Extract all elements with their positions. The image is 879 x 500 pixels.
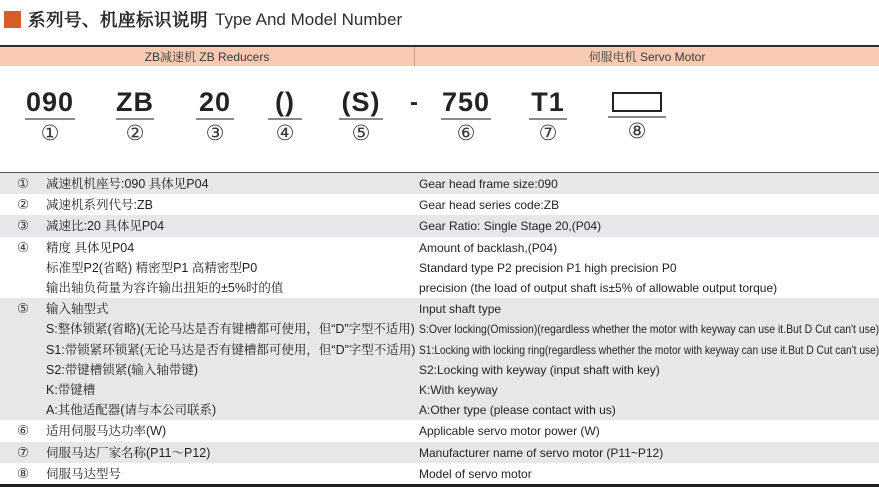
blank-box [612, 92, 662, 112]
text-line: S2:带键槽锁紧(输入轴带键) [46, 362, 199, 377]
text-line: A:其他适配器(请与本公司联系) [46, 403, 217, 418]
row-circled-number: ⑥ [16, 423, 30, 439]
model-part-circled-number: ③ [205, 122, 225, 145]
text-line: S1:Locking with locking ring(regardless whether the motor with keyway can use it.But D Cut can't use) [419, 342, 879, 357]
header-zb-reducers: ZB减速机 ZB Reducers [0, 47, 415, 66]
row-description-zh [46, 216, 415, 236]
model-part-circled-number: ⑤ [351, 122, 371, 145]
table-row [0, 215, 879, 236]
model-part-circled-number: ④ [275, 122, 295, 145]
table-row [0, 237, 879, 299]
row-circled-number: ③ [16, 218, 30, 234]
text-line: Applicable servo motor power (W) [419, 424, 600, 439]
model-part-underline [441, 118, 491, 120]
model-part-underline [339, 118, 383, 120]
model-part-code: T1 [531, 87, 565, 117]
model-separator: - [410, 89, 418, 116]
row-circled-number: ⑤ [16, 301, 30, 317]
model-part-circled-number: ① [40, 122, 60, 145]
table-row [0, 194, 879, 215]
text-line: 适用伺服马达功率(W) [46, 424, 167, 439]
row-description-en [415, 443, 879, 463]
section-title [4, 7, 402, 32]
table-row [0, 420, 879, 441]
text-line: 伺服马达厂家名称(P11～P12) [46, 445, 211, 460]
text-line: 减速机系列代号:ZB [46, 198, 153, 213]
row-description-en [415, 195, 879, 215]
row-circled-number: ② [16, 197, 30, 213]
row-description-zh [46, 174, 415, 194]
row-description-en [415, 174, 879, 194]
table-row [0, 463, 879, 484]
model-part [25, 88, 75, 145]
model-part-underline [529, 118, 567, 120]
text-line: 减速机机座号:090 具体见P04 [46, 177, 209, 191]
model-part [441, 88, 491, 145]
text-line: K:With keyway [419, 383, 498, 398]
text-line: A:Other type (please contact with us) [419, 403, 616, 418]
text-line: Input shaft type [419, 302, 502, 317]
row-description-en [415, 238, 879, 299]
page-title-en: Type And Model Number [215, 9, 403, 29]
model-part-code: () [275, 87, 295, 117]
text-line: 精度 具体见P04 [46, 240, 135, 255]
header-servo-motor: 伺服电机 Servo Motor [588, 50, 706, 64]
model-part-code: 090 [25, 87, 75, 117]
row-circled-number: ⑦ [16, 444, 30, 460]
model-part-code: (S) [341, 87, 381, 117]
text-line: S:整体锁紧(省略)(无论马达是否有键槽都可使用，但“D”字型不适用) [46, 322, 415, 337]
row-description-en [415, 216, 879, 236]
row-circled-number: ⑧ [16, 465, 30, 481]
row-description-en [415, 421, 879, 441]
row-description-zh [46, 238, 415, 299]
model-part-underline [268, 118, 302, 120]
text-line: 输入轴型式 [46, 302, 109, 317]
text-line: Model of servo motor [419, 466, 532, 481]
row-description-zh [46, 299, 415, 420]
page-title-zh: 系列号、机座标识说明 [28, 10, 208, 30]
model-part-circled-number: ⑥ [456, 122, 476, 145]
model-part [608, 88, 666, 143]
row-description-en [415, 299, 879, 420]
text-line: Gear head frame size:090 [419, 177, 558, 191]
row-description-zh [46, 421, 415, 441]
model-part-underline [196, 118, 234, 120]
spec-table [0, 172, 879, 487]
table-row [0, 173, 879, 194]
model-part-code: 20 [198, 87, 232, 117]
row-description-en [415, 464, 879, 484]
model-part-underline [608, 116, 666, 118]
text-line: S:Over locking(Omission)(regardless whether the motor with keyway can use it.But D Cut can't use) [419, 322, 879, 337]
model-part [268, 88, 302, 145]
model-part [196, 88, 234, 145]
column-header-bar [0, 45, 879, 66]
text-line: Manufacturer name of servo motor (P11~P12) [419, 445, 664, 460]
model-part-circled-number: ⑧ [627, 120, 647, 143]
text-line: precision (the load of output shaft is±5% of allowable output torque) [419, 281, 778, 296]
table-row [0, 298, 879, 420]
model-part-code: ZB [116, 87, 154, 117]
row-description-zh [46, 195, 415, 215]
table-row [0, 442, 879, 463]
text-line: S1:带锁紧环锁紧(无论马达是否有键槽都可使用，但“D”字型不适用) [46, 342, 416, 357]
model-part [529, 88, 567, 145]
model-part-code: 750 [441, 87, 491, 117]
row-description-zh [46, 464, 415, 484]
text-line: Standard type P2 precision P1 high precision P0 [419, 260, 677, 275]
orange-square-bullet [4, 11, 21, 28]
text-line: S2:Locking with keyway (input shaft with key) [419, 362, 660, 377]
model-number-diagram [0, 88, 879, 152]
text-line: 减速比:20 具体见P04 [46, 219, 165, 234]
text-line: Amount of backlash,(P04) [419, 240, 558, 255]
text-line: Gear Ratio: Single Stage 20,(P04) [419, 219, 602, 234]
model-part [339, 88, 383, 145]
row-description-zh [46, 443, 415, 463]
model-part-circled-number: ② [125, 122, 145, 145]
model-part-underline [116, 118, 154, 120]
row-circled-number: ④ [16, 239, 30, 255]
model-part [116, 88, 154, 145]
text-line: K:带键槽 [46, 383, 96, 398]
model-part-circled-number: ⑦ [538, 122, 558, 145]
text-line: Gear head series code:ZB [419, 198, 560, 213]
row-circled-number: ① [16, 176, 30, 191]
text-line: 标准型P2(省略) 精密型P1 高精密型P0 [46, 260, 258, 275]
model-part-underline [25, 118, 75, 120]
text-line: 伺服马达型号 [46, 466, 122, 481]
text-line: 输出轴负荷量为容许输出扭矩的±5%时的值 [46, 281, 284, 296]
